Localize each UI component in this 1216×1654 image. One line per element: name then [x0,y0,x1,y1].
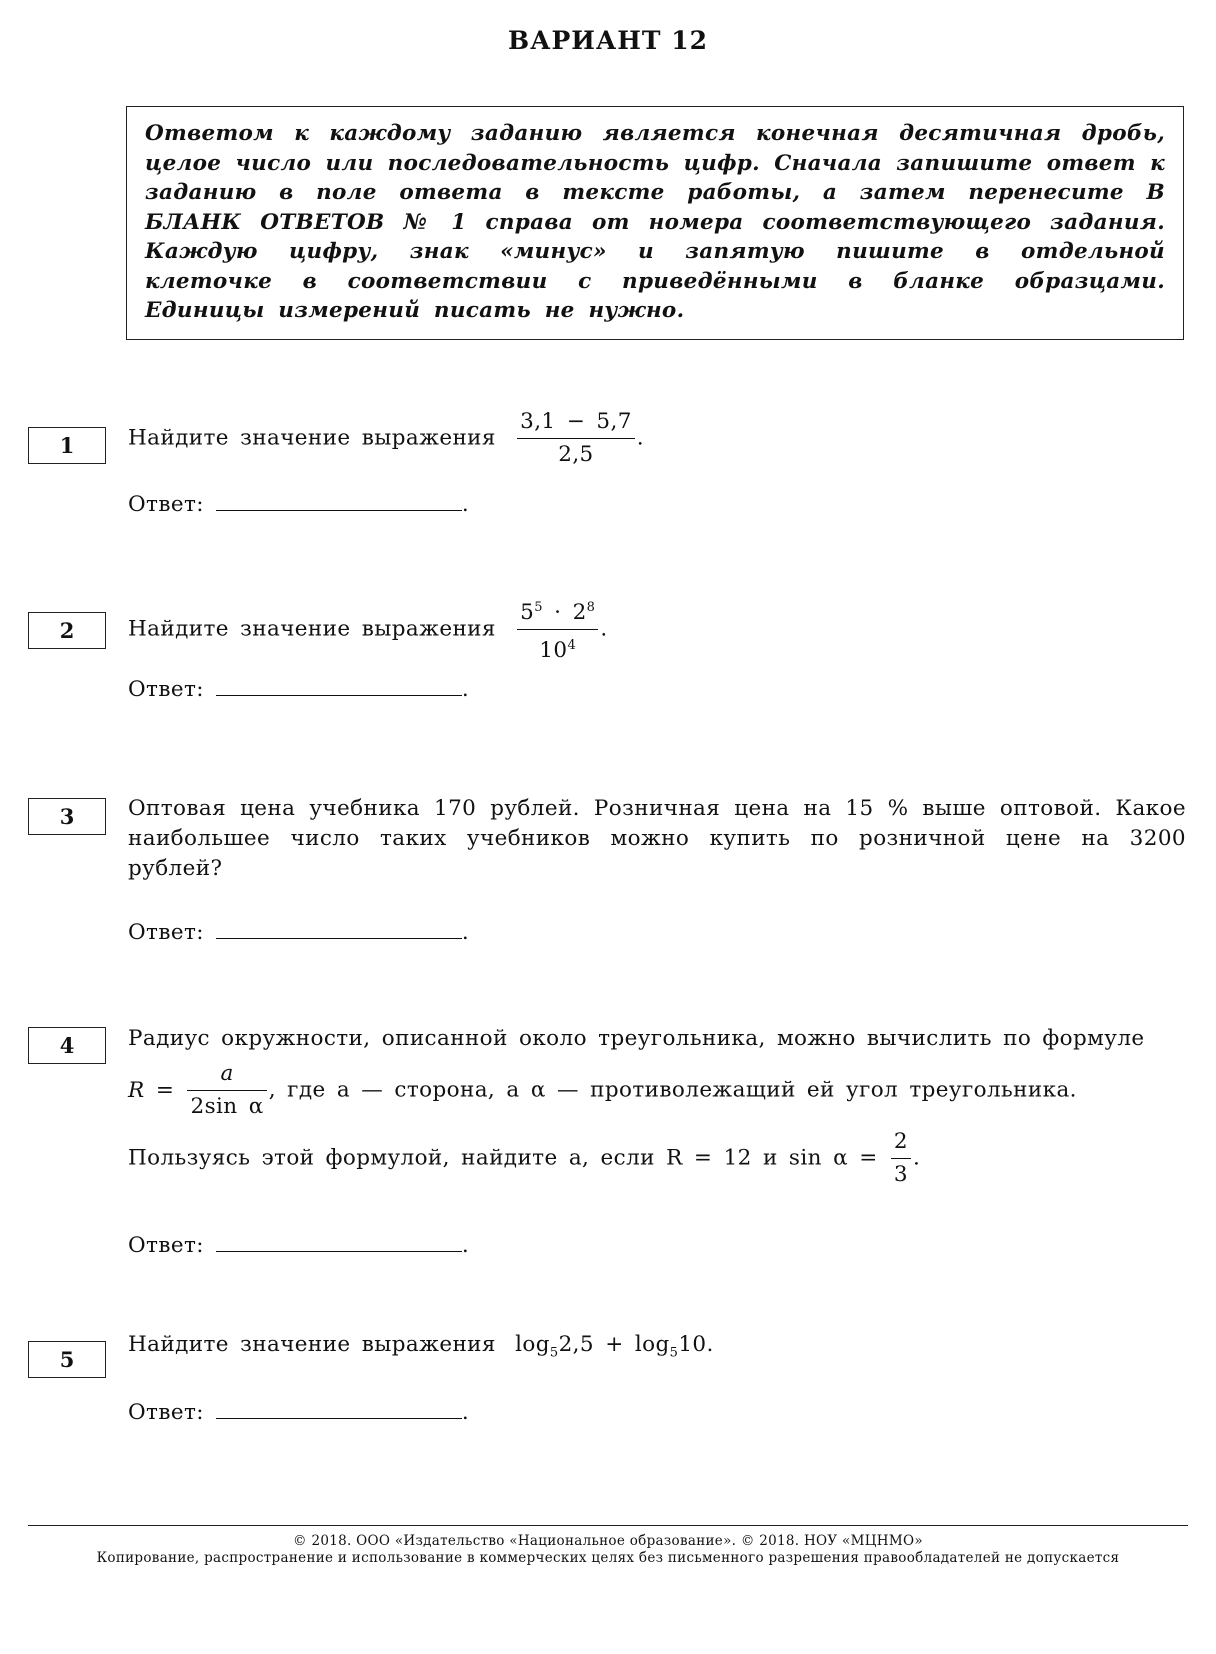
footer-divider [28,1525,1188,1526]
task-4-answer: Ответ: . [128,1233,470,1258]
task-4-formula: R = $\frac{a}{\text{2sin α}}$ [128,1078,269,1103]
footer-notice: Копирование, распространение и использование в коммерческих целях без письменного разрешения правообладателей не допускается [96,1550,1120,1566]
task-5-expression: $\log_52,5 + \log_510$. [515,1332,714,1361]
task-1-text: Найдите значение выражения [128,425,496,451]
footer-copyright: © 2018. ООО «Издательство «Национальное образование». © 2018. НОУ «МЦНМО» [293,1533,923,1549]
task-2-fraction-denominator: $10^4$ [539,638,577,664]
task-number-5: 5 [28,1341,106,1378]
task-4-formula-fraction [187,1060,266,1121]
task-4-formula-denominator: 2sin α [190,1094,264,1119]
answer-line[interactable] [216,1231,462,1252]
task-4-sin-numerator: 2 [891,1128,911,1159]
task-number-4: 4 [28,1027,106,1064]
task-5-text: Найдите значение выражения [128,1332,496,1357]
answer-label: Ответ: [128,677,204,702]
answer-label: Ответ: [128,1233,204,1258]
task-2-fraction-numerator: $5^5 \cdot 2^8$ [517,594,598,630]
task-4-line-3: Пользуясь этой формулой, найдите a, если R = 12 и sin α = $\frac{2}{3}$ . [128,1129,921,1187]
task-2-answer: Ответ: . [128,677,470,702]
answer-line[interactable] [216,1398,462,1419]
task-5-answer: Ответ: . [128,1400,470,1425]
task-4-sin-fraction [891,1128,911,1189]
task-number-2: 2 [28,612,106,649]
task-1-fraction-denominator: 2,5 [558,442,594,467]
task-number-3: 3 [28,798,106,835]
answer-label: Ответ: [128,920,204,945]
answer-label: Ответ: [128,492,204,517]
task-2-text: Найдите значение выражения [128,616,496,642]
task-4-formula-numerator: a [187,1060,266,1091]
answer-line[interactable] [216,490,462,511]
task-4-line-2-rest: , где a — сторона, а α — противолежащий ей угол треугольника. [268,1077,1077,1103]
task-1-answer: Ответ: . [128,492,470,517]
instructions-box: Ответом к каждому заданию является конечная десятичная дробь, целое число или последовательность цифр. Сначала запишите ответ к заданию в поле ответа в тексте работы, а затем перенесите В БЛАНК ОТВЕТОВ № 1 справа от номера соответствующего задания. Каждую цифру, знак «минус» и запятую пишите в отдельной клеточке в соответствии с приведёнными в бланке образцами. Единицы измерений писать не нужно. [126,106,1184,340]
answer-line[interactable] [216,918,462,939]
task-3-text: Оптовая цена учебника 170 рублей. Розничная цена на 15 % выше оптовой. Какое наибольшее число таких учебников можно купить по розничной цене на 3200 рублей? [128,796,1186,881]
task-1-fraction-numerator: 3,1 − 5,7 [517,408,635,439]
task-number-1: 1 [28,427,106,464]
page-title: ВАРИАНТ 12 [508,26,708,55]
answer-line[interactable] [216,675,462,696]
task-1-statement: Найдите значение выражения $\frac{3,1 - 5,7}{2,5}$ . [128,409,645,467]
task-2-statement: Найдите значение выражения $\frac{5^5 \cdot 2^8}{10^4}$ . [128,594,608,665]
task-4-sin-denominator: 3 [893,1162,909,1187]
task-4-line-3-text: Пользуясь этой формулой, найдите a, если R = 12 и sin α = [128,1145,878,1171]
task-4-formula-line [128,1060,1186,1121]
answer-label: Ответ: [128,1400,204,1425]
task-5-statement [128,1330,714,1368]
task-2-fraction [517,594,598,665]
task-1-fraction [517,408,635,469]
task-4-line-1: Радиус окружности, описанной около треугольника, можно вычислить по формуле [128,1026,1145,1051]
task-3-answer: Ответ: . [128,920,470,945]
